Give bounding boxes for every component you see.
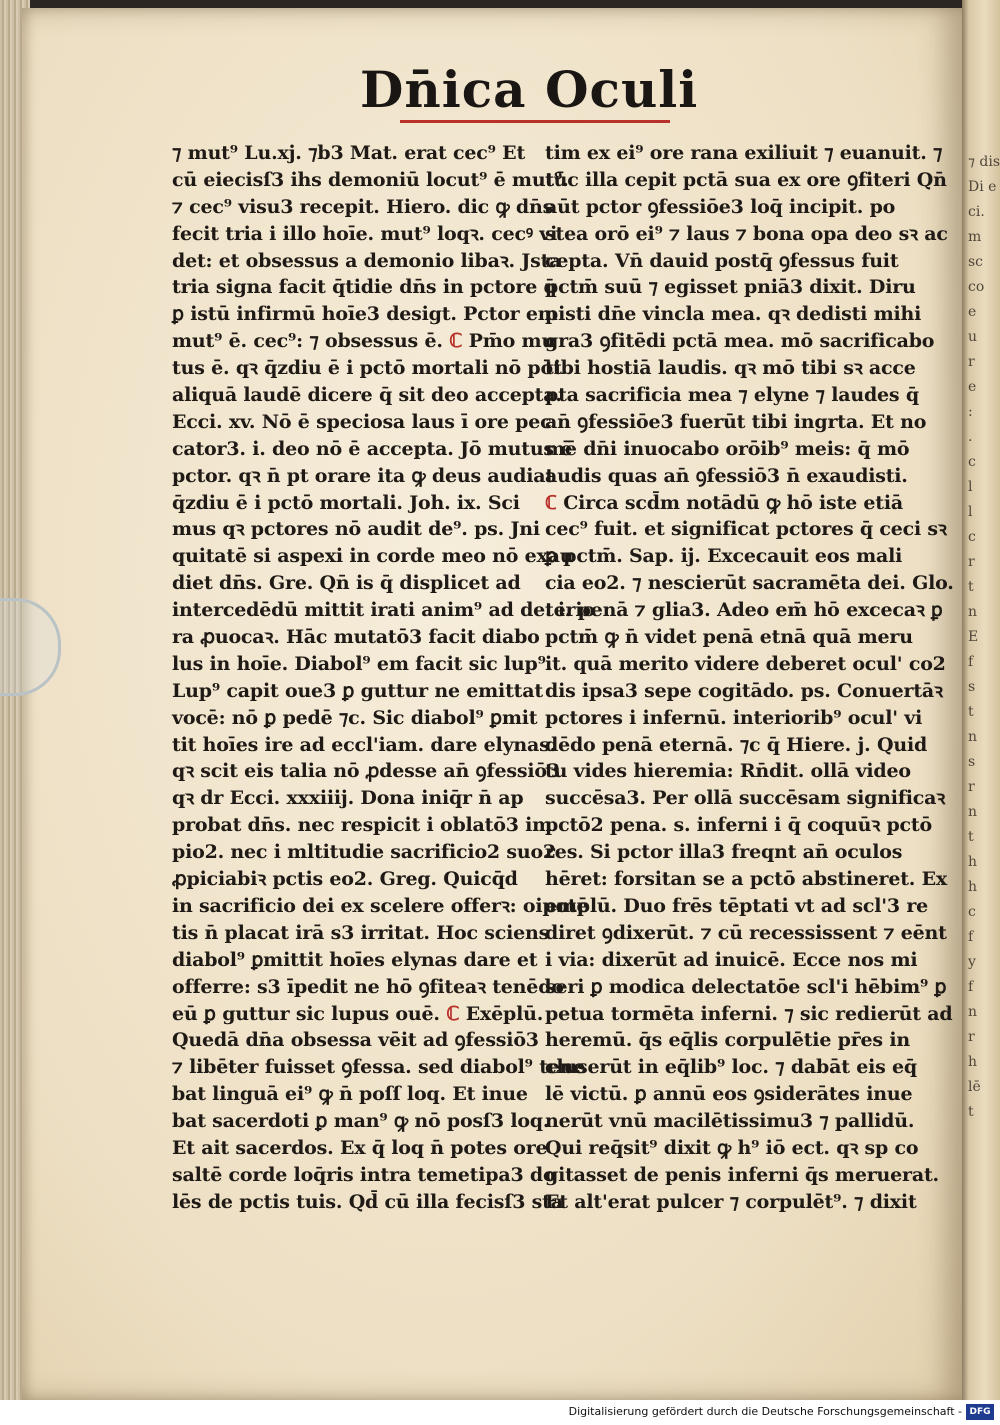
text-line: in sacrificio dei ex scelere offerꝛ: oipotē (172, 894, 589, 917)
text-line: cepta. Vn̄ dauid postq̄ ꝯfessus fuit (545, 249, 899, 272)
text-line: lē victū. ꝑ annū eos ꝯsiderātes inue (545, 1083, 913, 1106)
text-line: audis quas an̄ ꝯfessiō3 n̄ exaudisti. (545, 464, 908, 487)
text-line: q̄zdiu ē i pctō mortali. Joh. ix. Sci (172, 491, 520, 514)
text-line: lus in hoīe. Diabol⁹ em facit sic lup⁹. (172, 652, 553, 675)
text-line: nerūt vnū macilētissimu3 ⁊ pallidū. (545, 1110, 915, 1133)
text-line: cia eo2. ⁊ nescierūt sacramēta dei. Glo. (545, 572, 954, 595)
text-line: Et alt'erat pulcer ⁊ corpulēt⁹. ⁊ dixit (545, 1190, 917, 1213)
text-line: Et ait sacerdos. Ex q̄ loq n̄ potes ore (172, 1136, 548, 1159)
text-line: ꝑ istū infirmū hoīe3 desigt. Pctor em (172, 303, 558, 326)
text-line: bat linguā ei⁹ ꝙ n̄ poſſ loq. Et inue (172, 1083, 528, 1106)
text-line: quitatē si aspexi in corde meo nō exau (172, 545, 574, 568)
text-line: det: et obsessus a demonio libaꝛ. Jsta (172, 249, 562, 272)
dfg-logo-label: DFG (969, 1407, 991, 1417)
text-line: pctm̄ suū ⁊ egisset pniā3 dixit. Diru (545, 276, 916, 299)
text-line: Lup⁹ capit oue3 ꝑ guttur ne emittat (172, 679, 543, 702)
text-line: offerre: s3 īpedit ne hō ꝯfiteaꝛ tenēdo (172, 975, 564, 998)
text-line: ꝑ pctm̄. Sap. ij. Excecauit eos mali (545, 545, 903, 568)
text-line: cator3. i. deo nō ē accepta. Jō mutus ē (172, 437, 573, 460)
rubric-mark: ℂ (446, 1002, 460, 1025)
text-line: eū ꝑ guttur sic lupus ouē. ℂ Exēplū. (172, 1002, 544, 1025)
text-line: succēsa3. Per ollā succēsam significaꝛ (545, 787, 946, 810)
text-line: qꝛ dr Ecci. xxxiiij. Dona iniq̄r n̄ ap (172, 787, 524, 810)
text-line: an̄ ꝯfessiōe3 fuerūt tibi ingrta. Et no (545, 410, 927, 433)
text-line: ⁊ cec⁹ visu3 recepit. Hiero. dic ꝙ dn̄s (172, 195, 554, 218)
text-line: pctm̄ ꝙ n̄ videt penā etnā quā meru (545, 626, 913, 649)
text-line: cluserūt in eq̄lib⁹ loc. ⁊ dabāt eis eq̄ (545, 1056, 918, 1079)
heading-red-rule (400, 120, 670, 123)
text-line: Qui req̄sit⁹ dixit ꝙ h⁹ iō ect. qꝛ sp co (545, 1136, 919, 1159)
text-line: tria signa facit q̄tidie dn̄s in pctore q̄ (172, 276, 557, 299)
text-line: probat dn̄s. nec respicit i oblatō3 im (172, 814, 553, 837)
text-line: ra ꝓuocaꝛ. Hāc mutatō3 facit diabo (172, 626, 540, 649)
text-line: mus qꝛ pctores nō audit de⁹. ps. Jni (172, 518, 540, 541)
text-line: intercedēdū mittit irati anim⁹ ad deterio (172, 599, 595, 622)
text-line: diet dn̄s. Gre. Qn̄ is q̄ displicet ad (172, 572, 521, 595)
text-line: ℂ Circa scd̄m notādū ꝙ hō iste etiā (545, 491, 904, 514)
text-line: bat sacerdoti ꝑ man⁹ ꝙ nō posſ3 loq. (172, 1110, 550, 1133)
rubric-mark: ℂ (545, 491, 557, 514)
text-line: tu vides hieremia: Rn̄dit. ollā video (545, 760, 911, 783)
text-line: dēdo penā eternā. ⁊c q̄ Hiere. j. Quid (545, 733, 928, 756)
text-line: pio2. nec i mltitudie sacrificio2 suo2 (172, 841, 556, 864)
text-line: tit hoīes ire ad eccl'iam. dare elynas. (172, 733, 557, 756)
footer-credit: Digitalisierung gefördert durch die Deutsche Forschungsgemeinschaft - (568, 1405, 962, 1418)
text-line: aūt pctor ꝯfessiōe3 loq̄ incipit. po (545, 195, 896, 218)
text-line: ⁊ mut⁹ Lu.xj. ⁊b3 Mat. erat cec⁹ Et (172, 142, 526, 164)
text-line: mut⁹ ē. cec⁹: ⁊ obsessus ē. ℂ Pm̄o mu (172, 330, 556, 353)
text-line: i via: dixerūt ad inuicē. Ecce nos mi (545, 948, 918, 971)
text-line: stea orō ei⁹ ⁊ laus ⁊ bona opa deo sꝛ ac (545, 222, 948, 245)
facing-page-text: ⁊ dis Di e ci. m sc co e u r e : . c l l c r t n E f s t n s r n t h h c f y f n r h lē t (968, 154, 1000, 1120)
text-line: saltē corde loq̄ris intra temetipa3 do (172, 1163, 556, 1186)
text-line: lēs de pctis tuis. Qd̄ cū illa fecisſ3 sta (172, 1190, 563, 1213)
dfg-logo (966, 1404, 994, 1420)
text-line: heremū. q̄s eq̄lis corpulētie pr̄es in (545, 1029, 910, 1052)
text-line: Quedā dn̄a obsessa vēit ad ꝯfessiō3 (172, 1029, 539, 1052)
text-line: seri ꝑ modica delectatōe scl'i hēbim⁹ ꝑ (545, 975, 947, 998)
text-line: gra3 ꝯfitēdi pctā mea. mō sacrificabo (545, 330, 935, 353)
text-line: mē dn̄i inuocabo orōib⁹ meis: q̄ mō (545, 437, 910, 460)
text-line: tūc illa cepit pctā sua ex ore ꝯfiteri Qn̄ (545, 168, 947, 191)
text-line: aliquā laudē dicere q̄ sit deo accepta. (172, 384, 562, 407)
text-line: tim ex ei⁹ ore rana exiliuit ⁊ euanuit. ⁊ (545, 142, 943, 164)
text-line: gitasset de penis inferni q̄s meruerat. (545, 1163, 939, 1186)
text-line: tis n̄ placat irā s3 irritat. Hoc sciens (172, 921, 550, 944)
text-line: Ecci. xv. Nō ē speciosa laus ī ore pec (172, 410, 552, 433)
text-line: ⁊ libēter fuisset ꝯfessa. sed diabol⁹ tene (172, 1056, 586, 1079)
facing-page (962, 0, 1000, 1400)
text-line: pisti dn̄e vincla mea. qꝛ dedisti mihi (545, 303, 922, 326)
text-line: cū eiecisſ3 ihs demoniū locut⁹ ē mut⁹. (172, 168, 569, 191)
text-line: emplū. Duo frēs tēptati vt ad scl'3 re (545, 894, 929, 917)
text-line: diret ꝯdixerūt. ⁊ cū recessissent ⁊ eēnt (545, 921, 947, 944)
text-line: cec⁹ fuit. et significat pctores q̄ ceci sꝛ (545, 518, 947, 541)
text-line: tus ē. qꝛ q̄zdiu ē i pctō mortali nō pōt (172, 357, 562, 380)
text-line: tibi hostiā laudis. qꝛ mō tibi sꝛ acce (545, 357, 916, 380)
text-line: dis ipsa3 sepe cogitādo. ps. Conuertāꝛ (545, 679, 943, 702)
text-line: ꝓpiciabiꝛ pctis eo2. Greg. Quicq̄d (172, 868, 518, 891)
text-line: hēret: forsitan se a pctō abstineret. Ex (545, 868, 948, 891)
text-line: pctō2 pena. s. inferni i q̄ coquūꝛ pctō (545, 814, 932, 837)
text-line: qꝛ scit eis talia nō ꝓdesse an̄ ꝯfessiō3 (172, 760, 560, 783)
text-line: res. Si pctor illa3 freqnt an̄ oculos (545, 841, 903, 864)
heading-text: Dn̄ica Oculi (360, 60, 699, 119)
text-line: pta sacrificia mea ⁊ elyne ⁊ laudes q̄ (545, 384, 919, 407)
text-line: pctor. qꝛ n̄ pt orare ita ꝙ deus audiat (172, 464, 554, 487)
rubric-mark: ℂ (449, 330, 463, 353)
text-line: diabol⁹ ꝑmittit hoīes elynas dare et (172, 948, 538, 971)
left-text-column (172, 140, 595, 1216)
page-heading (360, 60, 699, 128)
text-line: it. quā merito videre deberet ocul' co2 (545, 652, 946, 675)
text-line: pctores i infernū. interiorib⁹ ocul' vi (545, 706, 923, 729)
text-line: . i. penā ⁊ glia3. Adeo em̄ hō excecaꝛ ꝑ (545, 599, 943, 622)
right-text-column (545, 140, 954, 1216)
text-line: fecit tria i illo hoīe. mut⁹ loqꝛ. cecꝰ vi (172, 222, 558, 245)
text-line: vocē: nō ꝑ pedē ⁊c. Sic diabol⁹ ꝑmit (172, 706, 538, 729)
digitization-footer (0, 1400, 1000, 1425)
text-line: petua tormēta inferni. ⁊ sic redierūt ad (545, 1002, 953, 1025)
